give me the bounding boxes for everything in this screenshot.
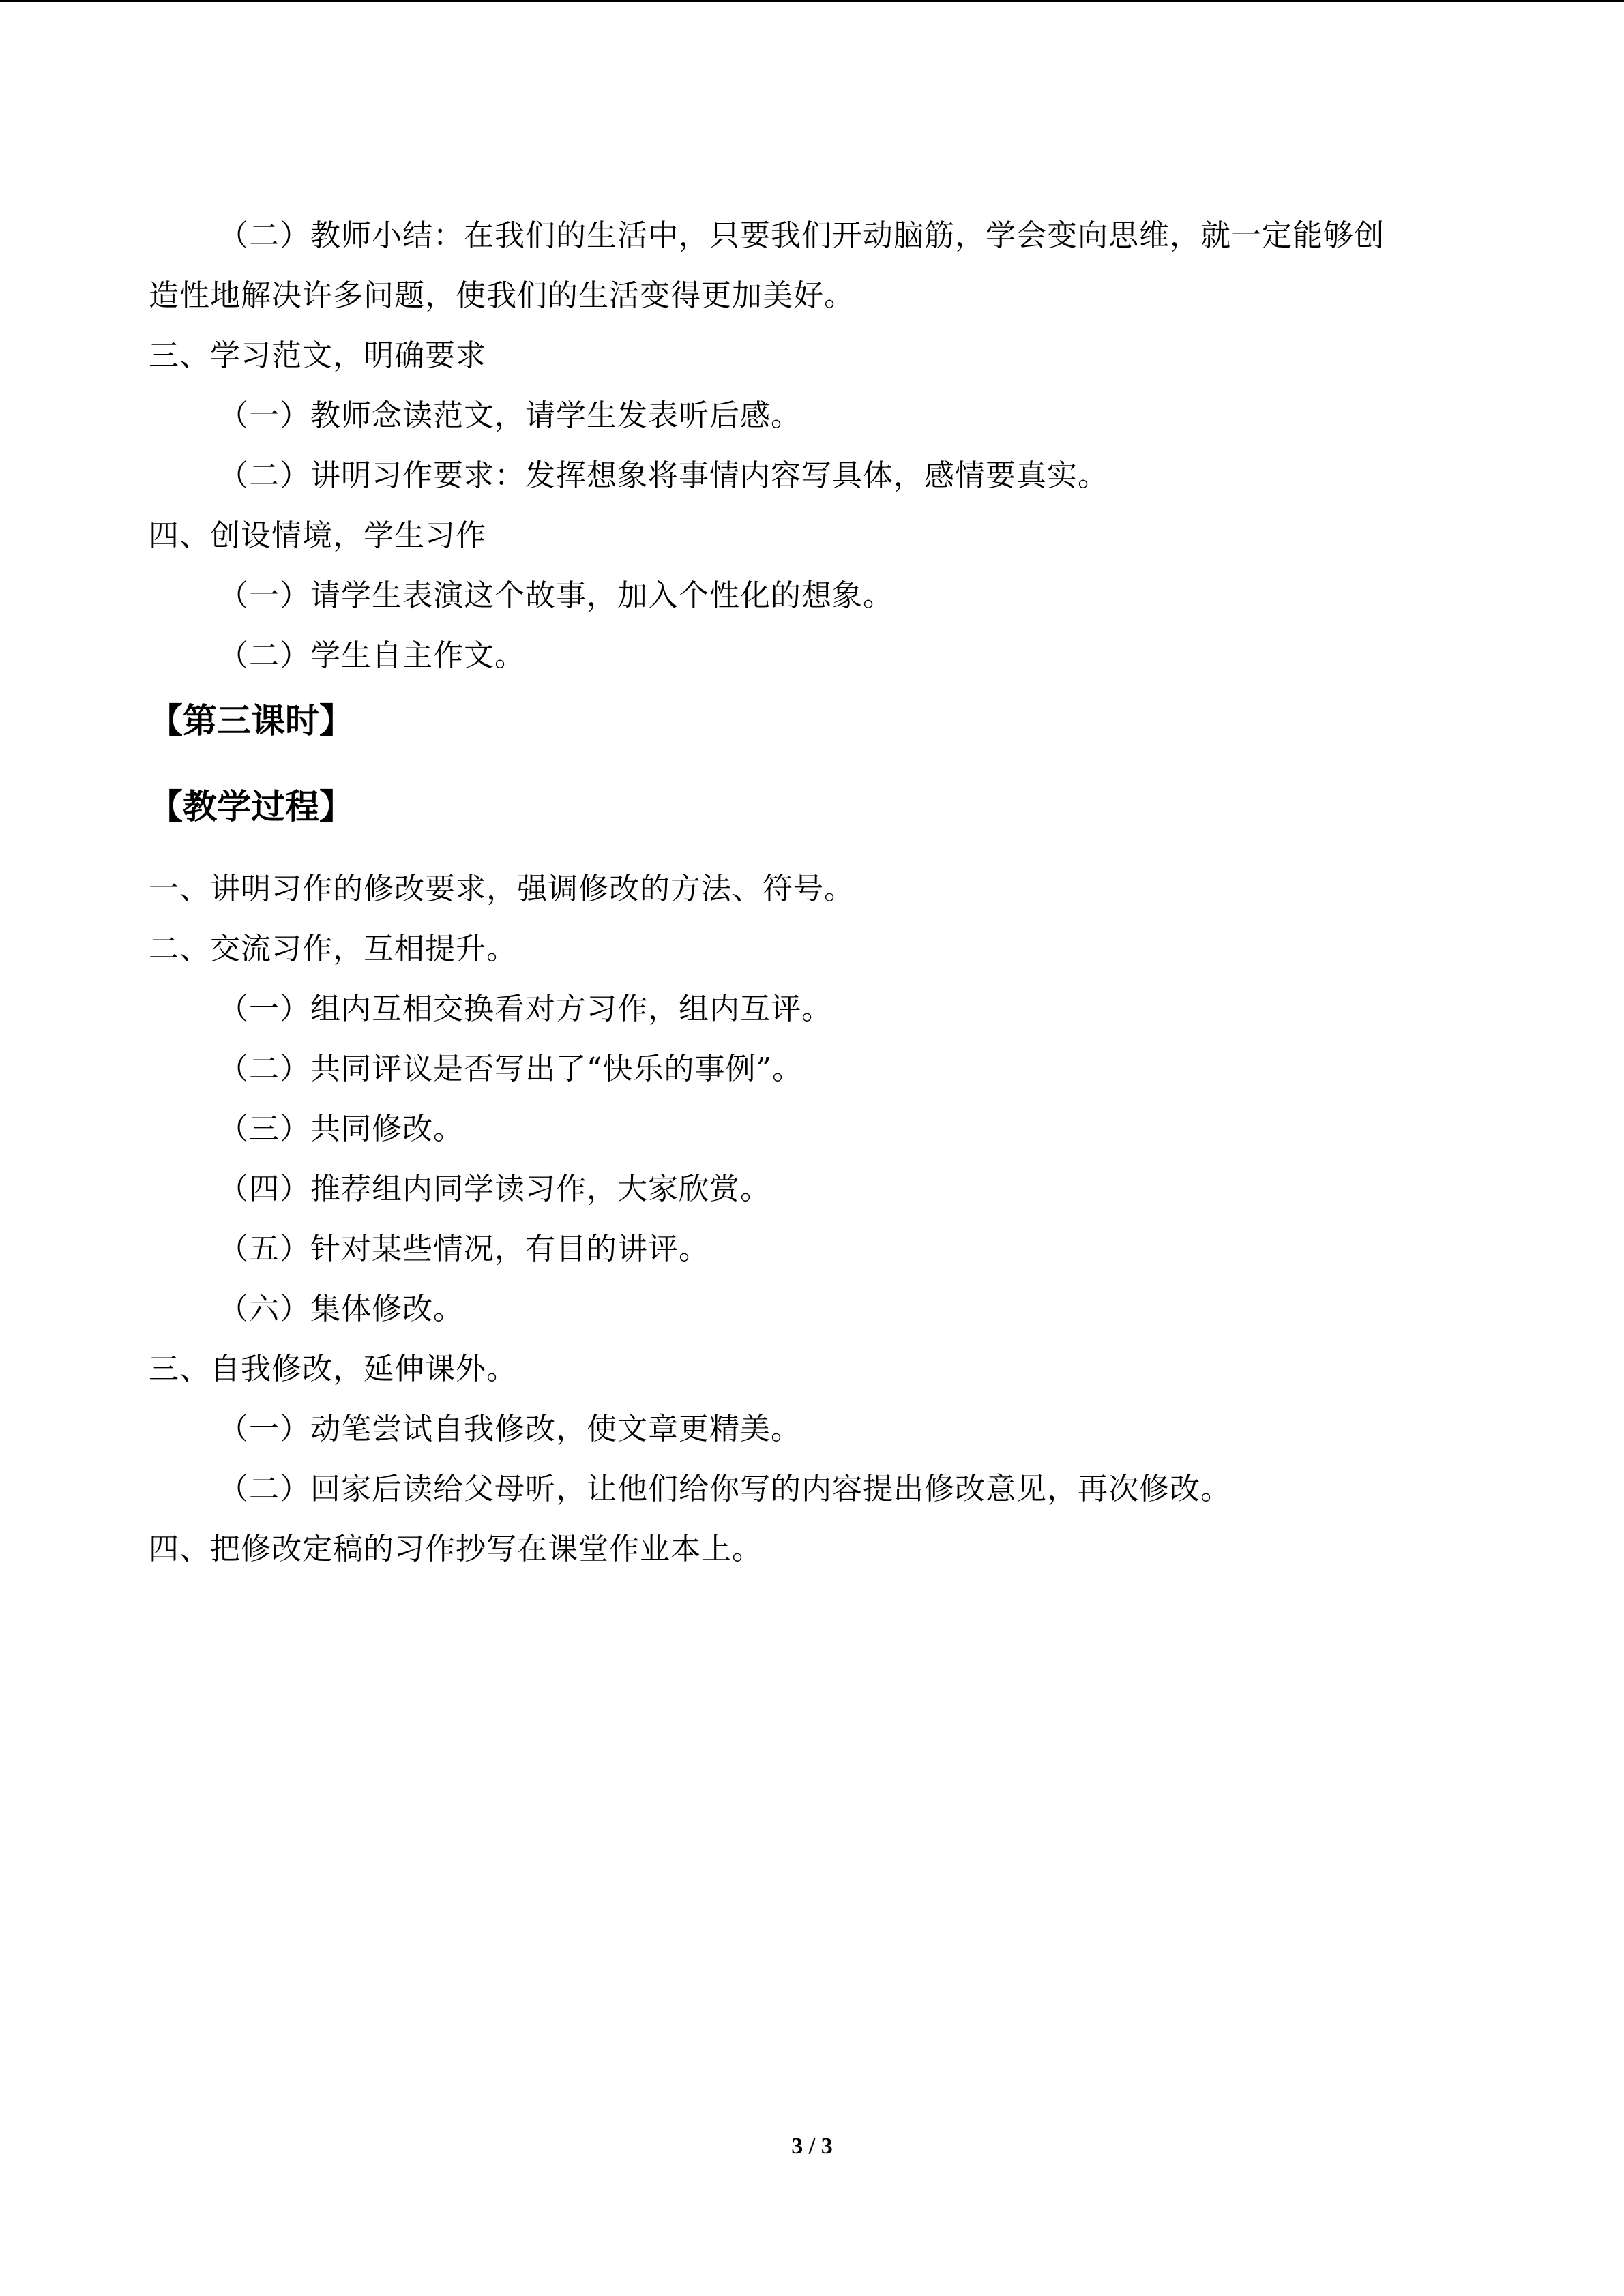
sub-item: （二）回家后读给父母听，让他们给你写的内容提出修改意见，再次修改。 <box>218 1472 1231 1506</box>
sub-item: （一）组内互相交换看对方习作，组内互评。 <box>218 992 832 1026</box>
summary-line-1: （二）教师小结：在我们的生活中，只要我们开动脑筋，学会变向思维，就一定能够创 <box>218 218 1385 253</box>
process-step: 三、自我修改，延伸课外。 <box>149 1352 517 1386</box>
process-step: 一、讲明习作的修改要求，强调修改的方法、符号。 <box>149 871 855 906</box>
summary-line-2: 造性地解决许多问题，使我们的生活变得更加美好。 <box>149 278 855 313</box>
process-heading: 【教学过程】 <box>149 787 353 826</box>
page-top-border <box>0 0 1624 2</box>
section-heading: 四、创设情境，学生习作 <box>149 518 486 553</box>
sub-item: （五）针对某些情况，有目的讲评。 <box>218 1232 709 1266</box>
sub-item: （一）请学生表演这个故事，加入个性化的想象。 <box>218 578 894 613</box>
sub-item: （一）动笔尝试自我修改，使文章更精美。 <box>218 1412 801 1446</box>
process-step: 二、交流习作，互相提升。 <box>149 931 517 966</box>
sub-item: （三）共同修改。 <box>218 1112 464 1146</box>
sub-item: （一）教师念读范文，请学生发表听后感。 <box>218 398 801 433</box>
sub-item: （二）讲明习作要求：发挥想象将事情内容写具体，感情要真实。 <box>218 458 1108 493</box>
sub-item: （六）集体修改。 <box>218 1292 464 1326</box>
sub-item: （四）推荐组内同学读习作，大家欣赏。 <box>218 1172 771 1206</box>
section-heading: 三、学习范文，明确要求 <box>149 338 486 373</box>
process-step: 四、把修改定稿的习作抄写在课堂作业本上。 <box>149 1532 763 1566</box>
sub-item: （二）学生自主作文。 <box>218 638 525 673</box>
sub-item: （二）共同评议是否写出了“快乐的事例”。 <box>218 1052 803 1086</box>
page-number: 3 / 3 <box>791 2134 833 2159</box>
lesson-heading: 【第三课时】 <box>149 701 353 741</box>
